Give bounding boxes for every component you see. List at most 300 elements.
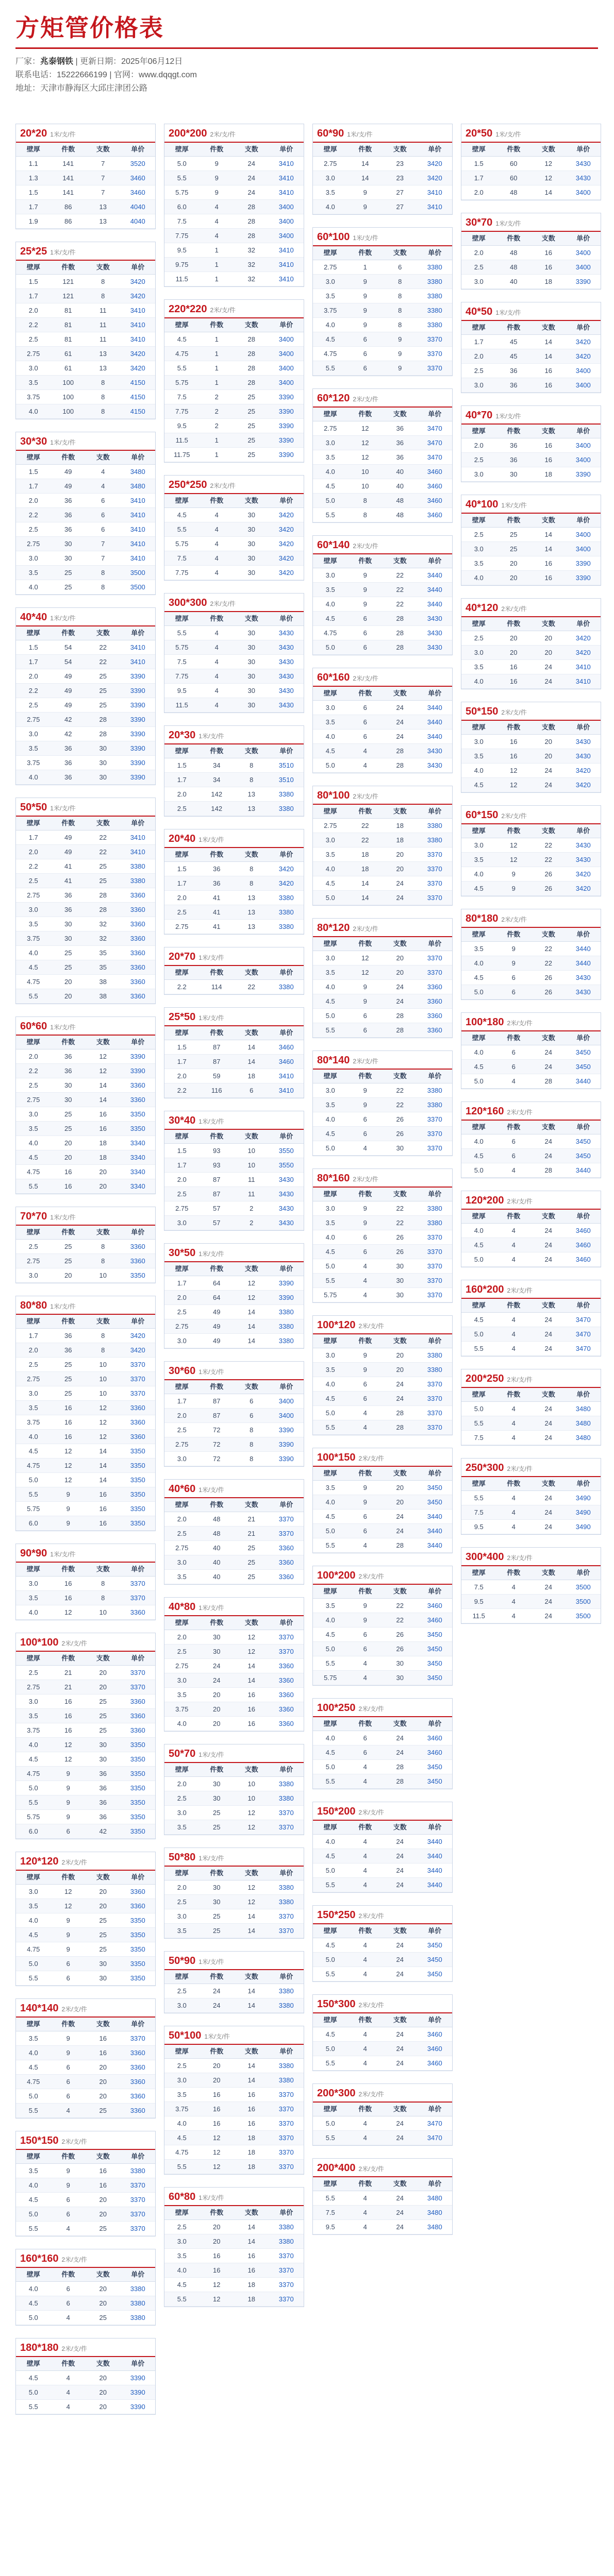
pieces-count: 24 bbox=[544, 1227, 552, 1234]
spec-rows bbox=[164, 862, 304, 934]
column-header: 单价 bbox=[131, 145, 145, 153]
spec-size: 30*70 bbox=[466, 217, 493, 228]
wall-thickness: 4.0 bbox=[474, 1138, 484, 1145]
spec-table bbox=[461, 1191, 601, 1267]
wall-thickness: 4.0 bbox=[28, 949, 38, 957]
bundle-count: 16 bbox=[510, 752, 518, 760]
bundle-count: 20 bbox=[64, 1154, 72, 1161]
pieces-count: 24 bbox=[544, 1494, 552, 1502]
spec-header bbox=[164, 947, 304, 966]
bundle-count: 6 bbox=[66, 2196, 70, 2204]
table-row bbox=[16, 655, 155, 669]
column-header: 支数 bbox=[244, 747, 258, 755]
bundle-count: 20 bbox=[213, 1691, 221, 1699]
wall-thickness: 2.5 bbox=[177, 1530, 187, 1537]
unit-price: 3480 bbox=[427, 2223, 442, 2231]
spec-rows bbox=[461, 1491, 601, 1534]
bundle-count: 25 bbox=[64, 1375, 72, 1383]
bundle-count: 121 bbox=[62, 278, 74, 285]
pieces-count: 28 bbox=[247, 232, 255, 240]
bundle-count: 4 bbox=[66, 2314, 70, 2321]
unit-price: 3360 bbox=[278, 1573, 294, 1581]
spec-rows bbox=[164, 1630, 304, 1731]
pieces-count: 30 bbox=[247, 554, 255, 562]
bundle-count: 14 bbox=[361, 174, 369, 182]
wall-thickness: 4.5 bbox=[474, 1316, 484, 1324]
bundle-count: 9 bbox=[363, 1602, 367, 1609]
bundle-count: 4 bbox=[66, 2388, 70, 2396]
unit-price: 3380 bbox=[130, 877, 145, 885]
pieces-count: 24 bbox=[544, 1612, 552, 1620]
pieces-count: 16 bbox=[247, 1691, 255, 1699]
column-headers bbox=[461, 617, 601, 631]
bundle-count: 72 bbox=[213, 1455, 221, 1463]
column-header: 单价 bbox=[428, 410, 442, 418]
bundle-count: 36 bbox=[64, 773, 72, 781]
unit-price: 3380 bbox=[278, 1337, 294, 1345]
pieces-count: 28 bbox=[247, 364, 255, 372]
unit-price: 3500 bbox=[130, 583, 145, 591]
wall-thickness: 9.5 bbox=[474, 1523, 484, 1531]
wall-thickness: 4.75 bbox=[27, 1770, 40, 1777]
bundle-count: 4 bbox=[363, 1852, 367, 1860]
unit-price: 3400 bbox=[278, 350, 294, 358]
table-row bbox=[16, 2031, 155, 2046]
bundle-count: 16 bbox=[64, 1594, 72, 1602]
column-header: 件数 bbox=[358, 249, 372, 257]
unit-price: 3380 bbox=[278, 894, 294, 902]
wall-thickness: 5.0 bbox=[325, 643, 335, 651]
pieces-count: 8 bbox=[250, 776, 254, 784]
table-row bbox=[164, 551, 304, 566]
bundle-count: 2 bbox=[214, 422, 219, 430]
unit-price: 3390 bbox=[278, 1440, 294, 1448]
spec-header bbox=[461, 1280, 601, 1299]
pieces-count: 12 bbox=[247, 1809, 255, 1817]
wall-thickness: 2.75 bbox=[324, 822, 337, 829]
table-row bbox=[461, 275, 601, 289]
spec-header bbox=[461, 1548, 601, 1566]
table-row bbox=[16, 1386, 155, 1401]
column-header: 单价 bbox=[576, 620, 590, 628]
unit-price: 3470 bbox=[427, 439, 442, 447]
wall-thickness: 3.5 bbox=[325, 1484, 335, 1492]
unit-price: 3450 bbox=[427, 1484, 442, 1492]
unit-price: 3440 bbox=[427, 600, 442, 608]
unit-price: 3380 bbox=[278, 1323, 294, 1330]
wall-thickness: 5.0 bbox=[325, 1956, 335, 1963]
table-row bbox=[313, 876, 452, 891]
pieces-count: 30 bbox=[99, 1755, 107, 1763]
column-header: 件数 bbox=[61, 1654, 75, 1662]
bundle-count: 4 bbox=[363, 1763, 367, 1771]
unit-price: 3360 bbox=[130, 935, 145, 942]
wall-thickness: 2.75 bbox=[27, 1375, 40, 1383]
pieces-count: 24 bbox=[396, 733, 404, 740]
spec-header bbox=[164, 300, 304, 318]
pieces-count: 14 bbox=[99, 1447, 107, 1455]
column-header: 单价 bbox=[428, 2105, 442, 2113]
pieces-count: 10 bbox=[99, 1389, 107, 1397]
column-header: 单价 bbox=[428, 1927, 442, 1935]
wall-thickness: 11.5 bbox=[472, 1612, 485, 1620]
pieces-count: 20 bbox=[99, 2063, 107, 2071]
spec-size: 50*70 bbox=[169, 1748, 196, 1759]
table-row bbox=[461, 956, 601, 971]
unit-price: 3430 bbox=[278, 701, 294, 709]
spec-table bbox=[312, 1448, 453, 1553]
table-row bbox=[164, 920, 304, 934]
unit-price: 3340 bbox=[130, 1168, 145, 1176]
spec-table bbox=[312, 227, 453, 376]
bundle-count: 25 bbox=[64, 963, 72, 971]
bundle-count: 6 bbox=[363, 1631, 367, 1638]
column-header: 件数 bbox=[358, 1072, 372, 1080]
column-header: 支数 bbox=[541, 1569, 555, 1577]
unit-price: 3480 bbox=[130, 482, 145, 490]
spec-size: 50*80 bbox=[169, 1852, 196, 1863]
table-row bbox=[16, 2371, 155, 2385]
wall-thickness: 4.0 bbox=[28, 2285, 38, 2293]
table-row bbox=[16, 1502, 155, 1516]
bundle-count: 20 bbox=[64, 1272, 72, 1279]
table-row bbox=[164, 347, 304, 361]
wall-thickness: 3.5 bbox=[325, 851, 335, 858]
pieces-count: 24 bbox=[544, 677, 552, 685]
spec-unit: 1米/支/件 bbox=[198, 836, 224, 843]
pieces-count: 24 bbox=[544, 1138, 552, 1145]
spec-rows bbox=[313, 701, 452, 773]
table-row bbox=[16, 303, 155, 318]
pieces-count: 22 bbox=[99, 834, 107, 841]
pieces-count: 24 bbox=[396, 983, 404, 991]
column-header: 件数 bbox=[210, 969, 224, 976]
spec-unit: 1米/支/件 bbox=[50, 1214, 76, 1221]
wall-thickness: 3.5 bbox=[474, 560, 484, 567]
column-header: 壁厚 bbox=[175, 1869, 189, 1877]
bundle-count: 9 bbox=[363, 1219, 367, 1227]
unit-price: 3340 bbox=[130, 1139, 145, 1147]
table-row bbox=[16, 522, 155, 537]
wall-thickness: 4.0 bbox=[474, 574, 484, 582]
spec-table bbox=[312, 918, 453, 1038]
pieces-count: 38 bbox=[99, 978, 107, 986]
pieces-count: 30 bbox=[247, 672, 255, 680]
pieces-count: 14 bbox=[247, 1337, 255, 1345]
spec-rows bbox=[313, 1348, 452, 1435]
table-row bbox=[313, 1745, 452, 1760]
bundle-count: 4 bbox=[511, 1419, 516, 1427]
wall-thickness: 4.5 bbox=[177, 2281, 187, 2289]
spec-table bbox=[312, 1802, 453, 1893]
table-row bbox=[164, 2073, 304, 2088]
spec-table bbox=[164, 475, 304, 581]
column-header: 支数 bbox=[393, 689, 407, 697]
table-row bbox=[16, 2282, 155, 2296]
unit-price: 3340 bbox=[130, 1154, 145, 1161]
table-row bbox=[313, 951, 452, 965]
column-header: 单价 bbox=[428, 1190, 442, 1198]
wall-thickness: 2.0 bbox=[474, 189, 484, 196]
wall-thickness: 1.7 bbox=[177, 1397, 187, 1405]
pieces-count: 22 bbox=[544, 841, 552, 849]
spec-rows bbox=[313, 1083, 452, 1156]
column-headers bbox=[164, 848, 304, 862]
spec-unit: 1米/支/件 bbox=[198, 1118, 224, 1125]
wall-thickness: 5.0 bbox=[325, 1867, 335, 1874]
pieces-count: 8 bbox=[101, 1243, 105, 1250]
column-header: 件数 bbox=[507, 1480, 521, 1487]
unit-price: 3370 bbox=[427, 1233, 442, 1241]
unit-price: 3390 bbox=[130, 744, 145, 752]
bundle-count: 9 bbox=[511, 945, 516, 953]
wall-thickness: 3.0 bbox=[28, 364, 38, 372]
column-header: 件数 bbox=[61, 453, 75, 461]
pieces-count: 28 bbox=[396, 1777, 404, 1785]
bundle-count: 4 bbox=[511, 1434, 516, 1442]
table-row bbox=[461, 1491, 601, 1505]
unit-price: 3380 bbox=[278, 908, 294, 916]
bundle-count: 16 bbox=[64, 1433, 72, 1440]
wall-thickness: 4.0 bbox=[325, 203, 335, 211]
spec-size: 90*90 bbox=[20, 1548, 47, 1559]
wall-thickness: 2.2 bbox=[177, 983, 187, 991]
wall-thickness: 7.5 bbox=[474, 1434, 484, 1442]
spec-table bbox=[164, 593, 304, 713]
unit-price: 3380 bbox=[278, 2076, 294, 2084]
pieces-count: 20 bbox=[99, 1669, 107, 1676]
unit-price: 4040 bbox=[130, 217, 145, 225]
table-row bbox=[164, 862, 304, 876]
column-headers bbox=[313, 805, 452, 819]
pieces-count: 16 bbox=[247, 2266, 255, 2274]
table-row bbox=[16, 1150, 155, 1165]
spec-rows bbox=[461, 1313, 601, 1356]
table-row bbox=[16, 1343, 155, 1358]
table-row bbox=[16, 2207, 155, 2222]
meta-line-contact: 联系电话：15222666199 | 官网：www.dqqgt.com bbox=[15, 71, 197, 79]
table-row bbox=[164, 2249, 304, 2263]
spec-table bbox=[164, 1361, 304, 1467]
wall-thickness: 3.5 bbox=[474, 752, 484, 760]
unit-price: 3390 bbox=[130, 1053, 145, 1060]
unit-price: 3370 bbox=[427, 350, 442, 358]
column-header: 支数 bbox=[541, 324, 555, 331]
bundle-count: 1 bbox=[214, 246, 219, 254]
column-header: 支数 bbox=[96, 2360, 110, 2367]
bundle-count: 57 bbox=[213, 1219, 221, 1227]
column-header: 件数 bbox=[210, 1132, 224, 1140]
column-header: 件数 bbox=[358, 2016, 372, 2024]
pieces-count: 30 bbox=[247, 701, 255, 709]
spec-header bbox=[461, 302, 601, 321]
spec-unit: 2米/支/件 bbox=[358, 2165, 384, 2173]
column-header: 件数 bbox=[210, 321, 224, 329]
table-row bbox=[313, 185, 452, 200]
bundle-count: 20 bbox=[510, 560, 518, 567]
pieces-count: 9 bbox=[398, 364, 402, 372]
table-row bbox=[16, 845, 155, 859]
pieces-count: 14 bbox=[99, 1462, 107, 1469]
bundle-count: 87 bbox=[213, 1043, 221, 1051]
table-row bbox=[313, 1642, 452, 1656]
table-row bbox=[164, 891, 304, 905]
table-row bbox=[313, 1495, 452, 1510]
bundle-count: 1 bbox=[214, 379, 219, 386]
table-row bbox=[461, 542, 601, 556]
pieces-count: 24 bbox=[544, 1241, 552, 1249]
unit-price: 3360 bbox=[278, 1720, 294, 1727]
pieces-count: 24 bbox=[544, 1419, 552, 1427]
bundle-count: 6 bbox=[363, 1380, 367, 1388]
wall-thickness: 5.0 bbox=[474, 1256, 484, 1263]
spec-header bbox=[164, 1111, 304, 1130]
pieces-count: 16 bbox=[247, 2252, 255, 2260]
spec-size: 20*30 bbox=[169, 730, 196, 741]
bundle-count: 87 bbox=[213, 1176, 221, 1183]
unit-price: 3400 bbox=[575, 263, 591, 271]
bundle-count: 61 bbox=[64, 350, 72, 358]
bundle-count: 12 bbox=[64, 1741, 72, 1749]
wall-thickness: 2.75 bbox=[27, 891, 40, 899]
table-row bbox=[164, 1423, 304, 1437]
column-header: 单价 bbox=[131, 453, 145, 461]
table-row bbox=[16, 1049, 155, 1064]
unit-price: 3430 bbox=[575, 988, 591, 996]
spec-rows bbox=[16, 1666, 155, 1839]
unit-price: 3360 bbox=[130, 920, 145, 928]
table-row bbox=[313, 1112, 452, 1127]
table-row bbox=[16, 741, 155, 756]
unit-price: 3440 bbox=[427, 733, 442, 740]
column-header: 支数 bbox=[244, 969, 258, 976]
table-row bbox=[164, 2145, 304, 2160]
pieces-count: 16 bbox=[247, 2105, 255, 2113]
spec-size: 60*140 bbox=[317, 539, 350, 551]
unit-price: 3400 bbox=[278, 379, 294, 386]
bundle-count: 25 bbox=[64, 1110, 72, 1118]
unit-price: 3470 bbox=[427, 2134, 442, 2142]
wall-thickness: 5.75 bbox=[27, 1505, 40, 1513]
table-row bbox=[164, 566, 304, 580]
bundle-count: 6 bbox=[363, 1130, 367, 1138]
spec-table bbox=[461, 805, 601, 896]
bundle-count: 41 bbox=[64, 862, 72, 870]
column-header: 件数 bbox=[61, 1317, 75, 1325]
column-header: 件数 bbox=[61, 2020, 75, 2028]
spec-table bbox=[312, 668, 453, 773]
pieces-count: 16 bbox=[99, 2181, 107, 2189]
spec-size: 100*120 bbox=[317, 1319, 356, 1331]
pieces-count: 24 bbox=[544, 1583, 552, 1591]
spec-header bbox=[313, 389, 452, 408]
pieces-count: 24 bbox=[396, 2120, 404, 2127]
bundle-count: 16 bbox=[213, 2105, 221, 2113]
spec-size: 20*50 bbox=[466, 128, 493, 139]
unit-price: 3370 bbox=[427, 1115, 442, 1123]
table-row bbox=[164, 171, 304, 185]
column-header: 壁厚 bbox=[26, 629, 40, 637]
wall-thickness: 4.5 bbox=[474, 1152, 484, 1160]
spec-size: 40*40 bbox=[20, 612, 47, 623]
table-row bbox=[16, 989, 155, 1004]
unit-price: 3390 bbox=[575, 574, 591, 582]
pieces-count: 24 bbox=[544, 1598, 552, 1605]
spec-unit: 2米/支/件 bbox=[358, 1809, 384, 1816]
bundle-count: 12 bbox=[510, 767, 518, 774]
column-headers bbox=[16, 1563, 155, 1577]
table-row bbox=[164, 1319, 304, 1334]
table-row bbox=[461, 1431, 601, 1445]
column-headers bbox=[16, 2018, 155, 2031]
bundle-count: 49 bbox=[64, 834, 72, 841]
spec-unit: 2米/支/件 bbox=[61, 1640, 87, 1647]
pieces-count: 16 bbox=[544, 249, 552, 257]
pieces-count: 28 bbox=[247, 379, 255, 386]
column-header: 壁厚 bbox=[175, 1265, 189, 1273]
pieces-count: 24 bbox=[544, 1316, 552, 1324]
spec-table bbox=[164, 1111, 304, 1231]
unit-price: 3430 bbox=[575, 841, 591, 849]
bundle-count: 9 bbox=[363, 1498, 367, 1506]
pieces-count: 22 bbox=[396, 571, 404, 579]
bundle-count: 36 bbox=[213, 865, 221, 873]
website-link[interactable]: www.dqqgt.com bbox=[138, 71, 197, 79]
pieces-count: 25 bbox=[247, 1544, 255, 1552]
table-row bbox=[461, 453, 601, 467]
column-header: 壁厚 bbox=[323, 1072, 337, 1080]
bundle-count: 4 bbox=[511, 1256, 516, 1263]
spec-size: 120*120 bbox=[20, 1856, 59, 1867]
pieces-count: 8 bbox=[101, 569, 105, 577]
pieces-count: 14 bbox=[247, 2238, 255, 2245]
column-header: 单价 bbox=[576, 234, 590, 242]
table-row bbox=[461, 1505, 601, 1520]
table-row bbox=[164, 448, 304, 462]
pieces-count: 13 bbox=[247, 790, 255, 798]
unit-price: 3460 bbox=[427, 1734, 442, 1742]
bundle-count: 4 bbox=[511, 1523, 516, 1531]
spec-size: 30*60 bbox=[169, 1365, 196, 1377]
bundle-count: 18 bbox=[361, 865, 369, 873]
table-row bbox=[164, 1158, 304, 1173]
pieces-count: 10 bbox=[99, 1375, 107, 1383]
column-header: 壁厚 bbox=[323, 557, 337, 565]
pieces-count: 24 bbox=[544, 1256, 552, 1263]
wall-thickness: 3.5 bbox=[325, 189, 335, 196]
table-row bbox=[461, 556, 601, 571]
table-row bbox=[164, 905, 304, 920]
unit-price: 3370 bbox=[130, 1594, 145, 1602]
spec-rows bbox=[461, 838, 601, 896]
wall-thickness: 2.5 bbox=[28, 1669, 38, 1676]
column-header: 壁厚 bbox=[323, 410, 337, 418]
unit-price: 3360 bbox=[130, 891, 145, 899]
column-header: 单价 bbox=[576, 1569, 590, 1577]
spec-size: 80*120 bbox=[317, 922, 350, 934]
unit-price: 3440 bbox=[575, 959, 591, 967]
pieces-count: 20 bbox=[544, 634, 552, 642]
unit-price: 3430 bbox=[278, 629, 294, 637]
unit-price: 3360 bbox=[130, 2063, 145, 2071]
pieces-count: 48 bbox=[396, 497, 404, 504]
table-row bbox=[313, 1656, 452, 1671]
wall-thickness: 3.0 bbox=[177, 2002, 187, 2009]
column-header: 壁厚 bbox=[472, 827, 486, 835]
column-header: 件数 bbox=[507, 827, 521, 835]
pieces-count: 14 bbox=[544, 352, 552, 360]
spec-size: 20*20 bbox=[20, 128, 47, 139]
